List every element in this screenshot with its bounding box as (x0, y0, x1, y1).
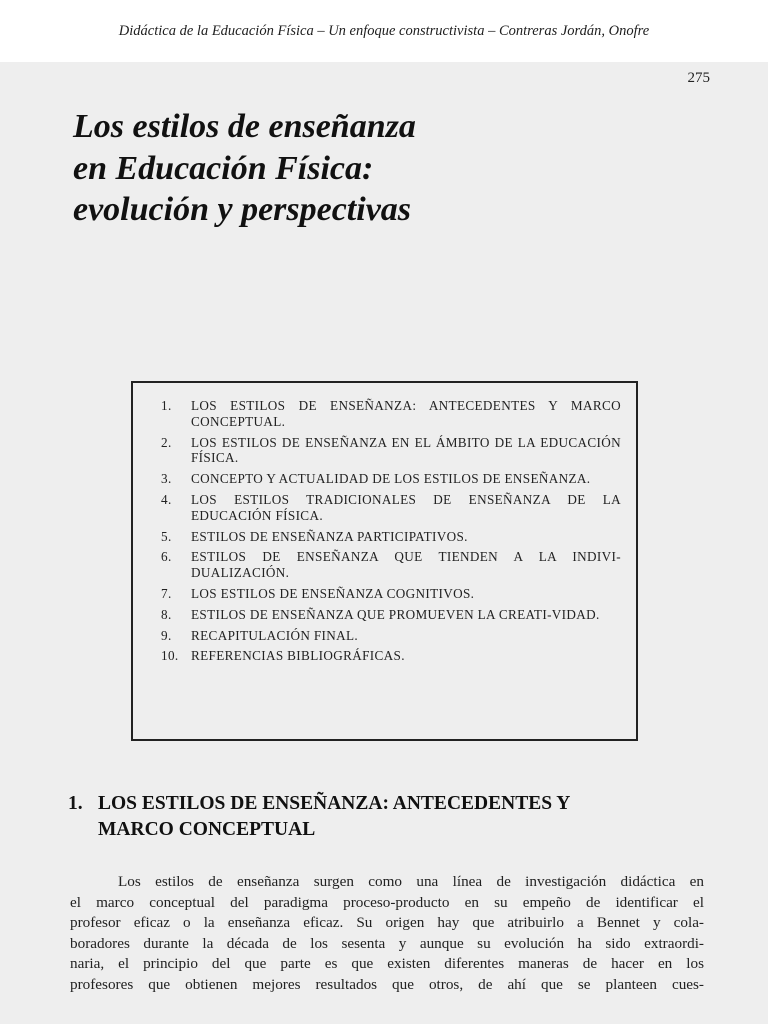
contents-item (161, 529, 621, 545)
contents-item-number: 1. (161, 398, 172, 413)
paragraph-line: profesores que obtienen mejores resultados que otros, de ahí que se planteen cues- (70, 975, 704, 993)
chapter-title-line: en Educación Física: (73, 149, 374, 187)
paragraph-line: boradores durante la década de los sesenta y aunque su evolución ha sido extraordi- (70, 934, 704, 952)
contents-item-number: 3. (161, 471, 172, 487)
contents-item (161, 628, 621, 644)
contents-item-number: 7. (161, 585, 172, 601)
section-number: 1. (68, 793, 83, 814)
chapter-title-line: Los estilos de enseñanza (73, 108, 416, 145)
contents-item-number: 5. (161, 528, 172, 544)
chapter-title (73, 106, 713, 231)
contents-item-text: ESTILOS DE ENSEÑANZA QUE PROMUEVEN LA CREATI-VIDAD. (191, 606, 600, 622)
contents-item-text: LOS ESTILOS TRADICIONALES DE ENSEÑANZA DE LA EDUCACIÓN FÍSICA. (191, 491, 621, 523)
contents-item-number: 2. (161, 434, 172, 450)
contents-item-number: 6. (161, 549, 172, 565)
contents-item-number: 10. (161, 648, 179, 664)
contents-item (161, 607, 621, 623)
contents-item-text: ESTILOS DE ENSEÑANZA QUE TIENDEN A LA INDIVI-DUALIZACIÓN. (191, 549, 621, 581)
contents-item (161, 435, 621, 467)
contents-item-number: 4. (161, 491, 172, 507)
contents-item (161, 471, 621, 487)
page-number: 275 (687, 70, 710, 86)
section-heading (68, 791, 708, 843)
paragraph-line: profesor eficaz o la enseñanza eficaz. Su origen hay que atribuirlo a Bennet y cola- (70, 914, 704, 932)
chapter-contents-box (131, 381, 638, 741)
contents-item-text: CONCEPTO Y ACTUALIDAD DE LOS ESTILOS DE ENSEÑANZA. (191, 471, 591, 487)
paragraph-line: naria, el principio del que parte es que existen diferentes maneras de hacer en los (70, 955, 704, 973)
paragraph-line: Los estilos de enseñanza surgen como una línea de investigación didáctica en (118, 873, 704, 890)
paragraph-line: el marco conceptual del paradigma proceso-producto en su empeño de identificar el (70, 893, 704, 911)
contents-item (161, 549, 621, 581)
contents-list (161, 398, 621, 669)
contents-item-text: LOS ESTILOS DE ENSEÑANZA EN EL ÁMBITO DE LA EDUCACIÓN FÍSICA. (191, 434, 621, 466)
contents-item-text: REFERENCIAS BIBLIOGRÁFICAS. (191, 648, 405, 664)
running-header: Didáctica de la Educación Física – Un enfoque constructivista – Contreras Jordán, Onofre (0, 0, 768, 62)
contents-item-number: 8. (161, 606, 172, 622)
section-heading-line: LOS ESTILOS DE ENSEÑANZA: ANTECEDENTES Y (98, 793, 571, 814)
contents-item-text: ESTILOS DE ENSEÑANZA PARTICIPATIVOS. (191, 528, 468, 544)
contents-item-text: LOS ESTILOS DE ENSEÑANZA COGNITIVOS. (191, 585, 475, 601)
contents-item-number: 9. (161, 627, 172, 643)
contents-item (161, 648, 621, 664)
section-heading-text (68, 791, 708, 843)
contents-item (161, 492, 621, 524)
body-paragraph (70, 872, 704, 996)
contents-item (161, 586, 621, 602)
contents-item-text: LOS ESTILOS DE ENSEÑANZA: ANTECEDENTES Y MARCO CONCEPTUAL. (191, 398, 621, 429)
contents-item-text: RECAPITULACIÓN FINAL. (191, 627, 359, 643)
contents-item (161, 398, 621, 430)
section-heading-line: MARCO CONCEPTUAL (98, 819, 316, 840)
chapter-title-line: evolución y perspectivas (73, 191, 412, 228)
